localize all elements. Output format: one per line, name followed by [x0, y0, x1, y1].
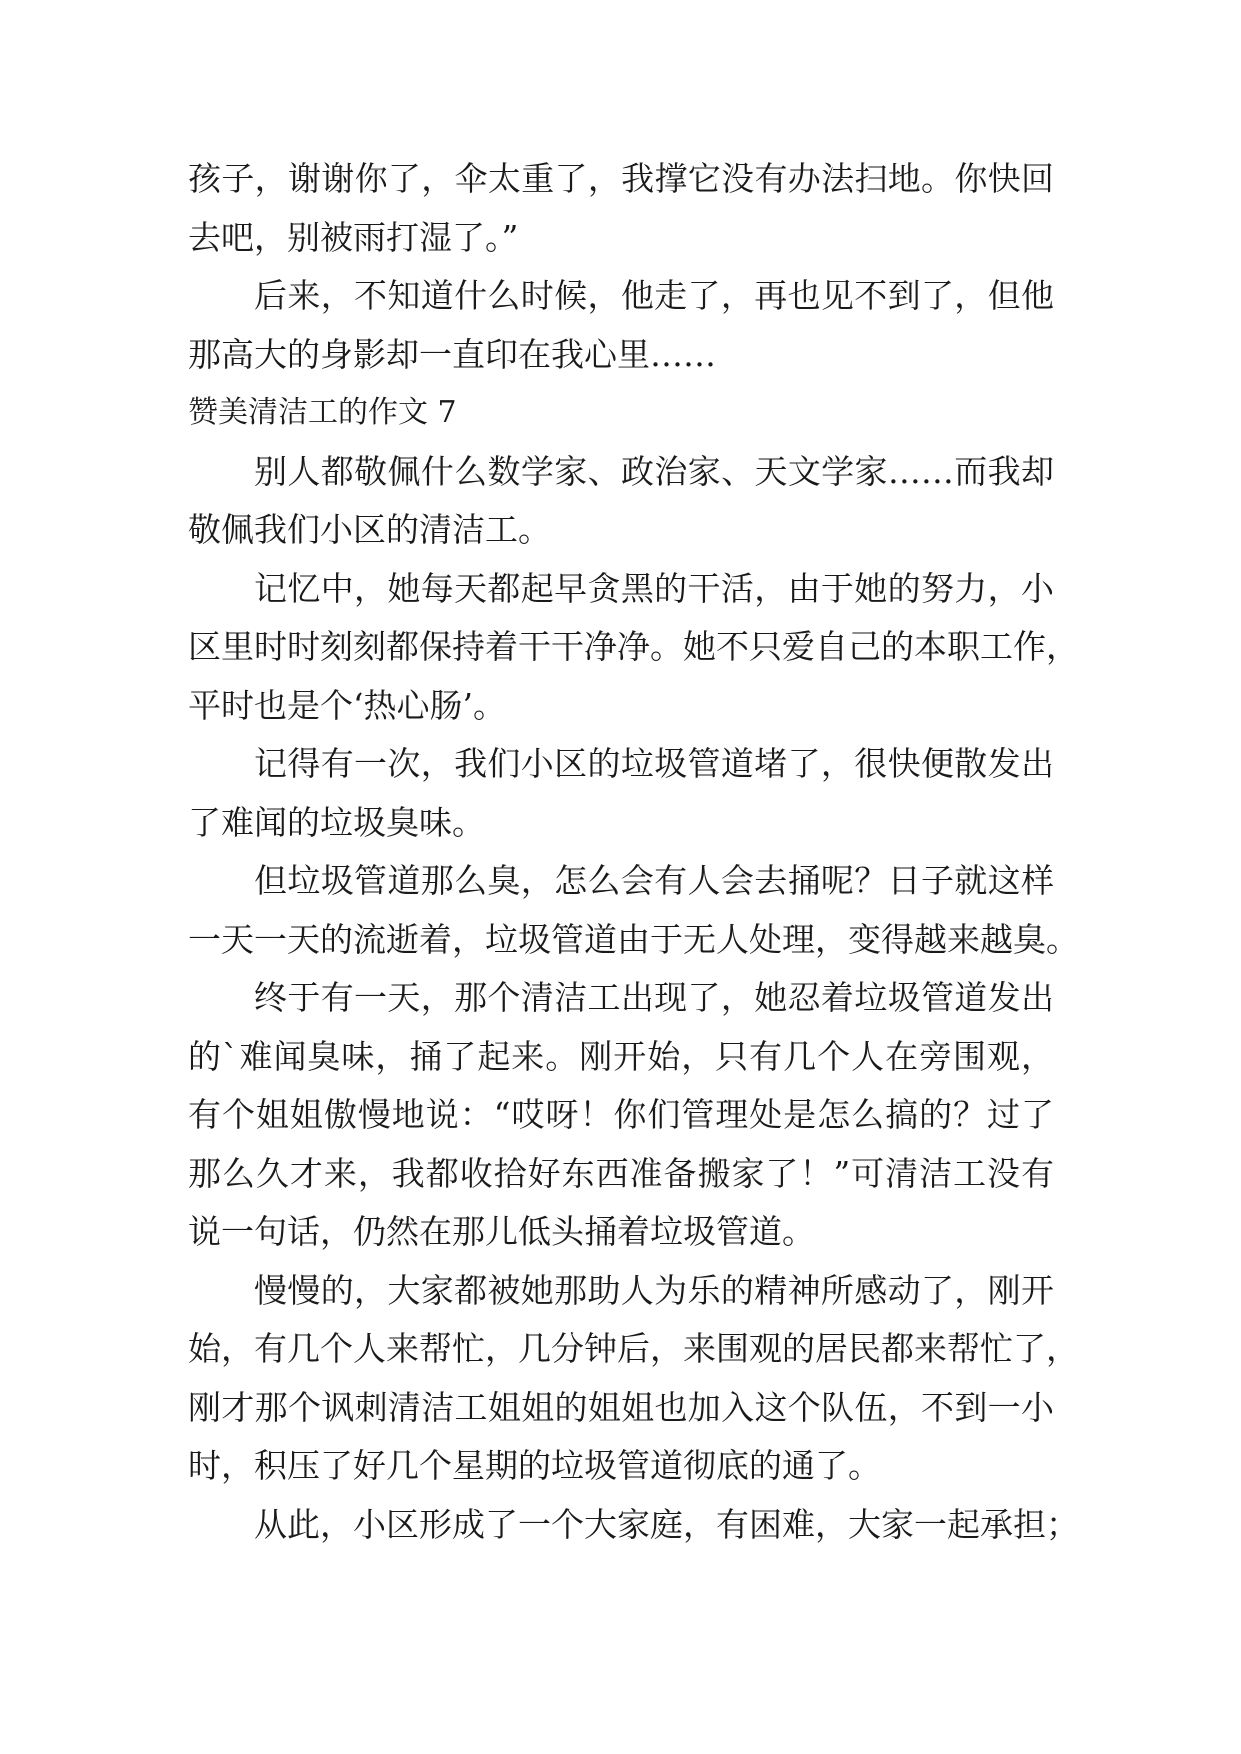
- text-line-20: 慢慢的，大家都被她那助人为乐的精神所感动了，刚开: [254, 1270, 1054, 1310]
- text-line-23: 时，积压了好几个星期的垃圾管道彻底的通了。: [188, 1446, 881, 1485]
- text-line-11: 记得有一次，我们小区的垃圾管道堵了，很快便散发出: [254, 744, 1054, 783]
- text-line-19: 说一句话，仍然在那儿低头捅着垃圾管道。: [188, 1212, 815, 1251]
- text-line-3: 后来，不知道什么时候，他走了，再也见不到了，但他: [254, 276, 1054, 315]
- text-line-1: 孩子，谢谢你了，伞太重了，我撑它没有办法扫地。你快回: [188, 159, 1054, 198]
- text-line-9: 区里时时刻刻都保持着干干净净。她不只爱自己的本职工作，: [188, 627, 1079, 666]
- text-line-7: 敬佩我们小区的清洁工。: [188, 510, 551, 549]
- text-line-16: 的`难闻臭味，捅了起来。刚开始，只有几个人在旁围观，: [188, 1036, 1054, 1076]
- text-line-14: 一天一天的流逝着，垃圾管道由于无人处理，变得越来越臭。: [188, 919, 1079, 959]
- text-line-2: 去吧，别被雨打湿了。”: [188, 217, 519, 257]
- text-line-12: 了难闻的垃圾臭味。: [188, 802, 485, 842]
- text-line-15: 终于有一天，那个清洁工出现了，她忍着垃圾管道发出: [254, 978, 1054, 1017]
- text-line-6: 别人都敬佩什么数学家、政治家、天文学家……而我却: [254, 451, 1054, 491]
- text-line-21: 始，有几个人来帮忙，几分钟后，来围观的居民都来帮忙了，: [188, 1329, 1079, 1368]
- text-line-8: 记忆中，她每天都起早贪黑的干活，由于她的努力，小: [254, 568, 1054, 608]
- text-line-22: 刚才那个讽刺清洁工姐姐的姐姐也加入这个队伍，不到一小: [188, 1387, 1054, 1427]
- text-line-18: 那么久才来，我都收拾好东西准备搬家了！”可清洁工没有: [188, 1153, 1054, 1193]
- text-line-13: 但垃圾管道那么臭，怎么会有人会去捅呢？日子就这样: [254, 861, 1054, 900]
- essay-body: [188, 150, 1079, 1554]
- text-line-17: 有个姐姐傲慢地说：“哎呀！你们管理处是怎么搞的？过了: [188, 1095, 1054, 1134]
- text-line-24: 从此，小区形成了一个大家庭，有困难，大家一起承担；: [254, 1504, 1079, 1544]
- text-line-10: 平时也是个‘热心肠’。: [188, 685, 506, 725]
- section-heading: 赞美清洁工的作文 7: [188, 395, 457, 430]
- text-line-4: 那高大的身影却一直印在我心里……: [188, 334, 716, 374]
